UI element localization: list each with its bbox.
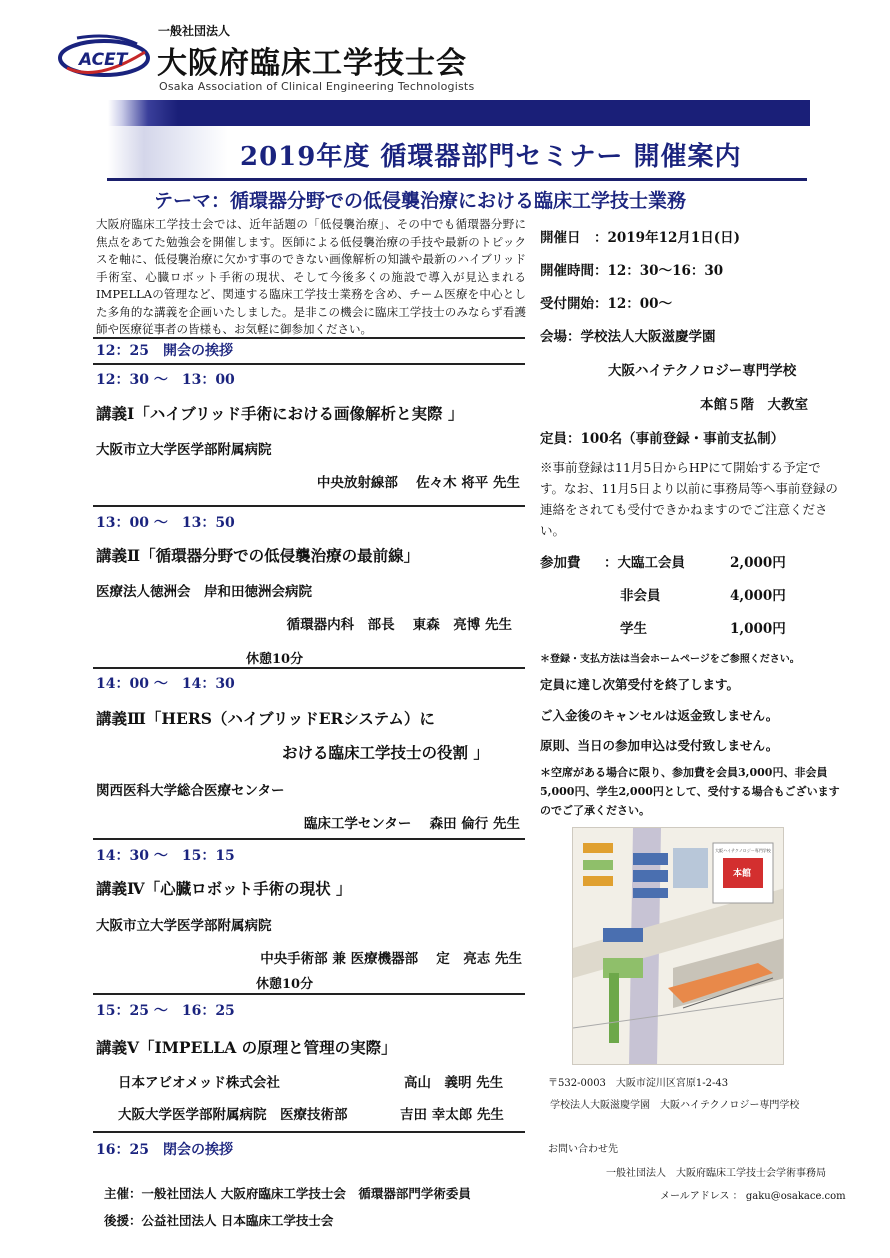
- session5-affiliation1: 日本アビオメッド株式会社: [118, 1075, 280, 1091]
- fee-student-label: 学生: [620, 621, 647, 637]
- contact-email: メールアドレス ： gaku@osakace.com: [660, 1191, 846, 1202]
- page-title: 2019年度 循環器部門セミナー 開催案内: [240, 142, 742, 172]
- registration-note: ※事前登録は11月5日からHPにて開始する予定です。なお、11月5日より以前に事務局等へ事前登録の連絡をされても受付できかねますのでご注意ください。: [540, 460, 838, 538]
- session2-speaker: 循環器内科 部長 東森 亮博 先生: [286, 617, 512, 633]
- fee-nonmember: 4,000円: [730, 588, 786, 604]
- fee-member: 2,000円: [730, 555, 786, 571]
- divider: [93, 1131, 525, 1133]
- postal-address: 〒532-0003 大阪市淀川区宮原1-2-43: [548, 1078, 729, 1089]
- session5-affiliation2: 大阪大学医学部附属病院 医療技術部: [118, 1107, 348, 1123]
- break-2: 休憩10分: [256, 977, 314, 992]
- close-note: 定員に達し次第受付を終了します。: [540, 677, 740, 692]
- session5-speaker1: 高山 義明 先生: [404, 1075, 504, 1091]
- fee-member-label: ：大臨工会員: [604, 555, 685, 571]
- divider: [93, 337, 525, 339]
- cancel-note: ご入金後のキャンセルは返金致しません。: [540, 708, 779, 723]
- fee-student: 1,000円: [730, 621, 786, 637]
- session4-time: 14：30 ～ 15：15: [96, 848, 235, 864]
- contact-heading: お問い合わせ先: [548, 1144, 618, 1155]
- capacity: 定員：100名（事前登録・事前支払制）: [540, 431, 785, 447]
- fee-label: 参加費: [540, 555, 581, 571]
- session3-speaker: 臨床工学センター 森田 倫行 先生: [303, 816, 520, 832]
- contact-office: 一般社団法人 大阪府臨床工学技士会学術事務局: [606, 1168, 826, 1179]
- title-divider: [107, 178, 807, 181]
- divider: [93, 667, 525, 669]
- break-1: 休憩10分: [246, 652, 304, 667]
- session4-speaker: 中央手術部 兼 医療機器部 定 亮志 先生: [260, 951, 522, 967]
- opening-time: 12：25 開会の挨拶: [96, 343, 233, 359]
- session1-time: 12：30 ～ 13：00: [96, 372, 235, 388]
- vacancy-note: ＊空席がある場合に限り、参加費を会員3,000円、非会員5,000円、学生2,000円として、受付する場合もございますのでご了承ください。: [540, 766, 840, 817]
- theme-heading: テーマ：循環器分野での低侵襲治療における臨床工学技士業務: [154, 190, 687, 212]
- event-time: 開催時間：12：30～16：30: [540, 263, 724, 279]
- venue: 会場：学校法人大阪滋慶学園: [540, 329, 716, 345]
- session5-title: 講義Ⅴ「IMPELLA の原理と管理の実際」: [96, 1038, 397, 1057]
- closing-time: 16：25 閉会の挨拶: [96, 1142, 233, 1158]
- venue-map: [572, 827, 784, 1065]
- session1-speaker: 中央放射線部 佐々木 将平 先生: [316, 475, 520, 491]
- sponsor: 主催：一般社団法人 大阪府臨床工学技士会 循環器部門学術委員: [104, 1186, 471, 1201]
- session2-affiliation: 医療法人徳洲会 岸和田徳洲会病院: [96, 584, 312, 600]
- same-day-note: 原則、当日の参加申込は受付致しません。: [540, 738, 779, 753]
- session2-time: 13：00 ～ 13：50: [96, 515, 235, 531]
- fee-note: ＊登録・支払方法は当会ホームページをご参照ください。: [540, 654, 800, 665]
- logo-text: ACET: [79, 50, 128, 70]
- intro-paragraph: 大阪府臨床工学技士会では、近年話題の「低侵襲治療」、その中でも循環器分野に焦点をあてた勉強会を開催します。医師による低侵襲治療の手技や最新のトピックスを軸に、低侵襲治療に欠かす事のできない画像解析の知識や最新のハイブリッド手術室、心臓ロボット手術の現状、そして今後多くの施設で導入が見込まれるIMPELLAの管理など、関連する臨床工学技士業務を含め、チーム医療を中心とした多角的な講義を企画いたしました。是非この機会に臨床工学技士のみならず看護師や医療従事者の皆様も、お気軽に御参加ください。: [96, 217, 526, 336]
- session2-title: 講義Ⅱ「循環器分野での低侵襲治療の最前線」: [96, 546, 420, 565]
- org-english: Osaka Association of Clinical Engineering Technologists: [159, 80, 475, 93]
- venue-school: 大阪ハイテクノロジー専門学校: [608, 363, 797, 379]
- divider: [93, 993, 525, 995]
- venue-room: 本館５階 大教室: [700, 397, 808, 413]
- session3-title-line2: おける臨床工学技士の役割 」: [282, 743, 489, 762]
- session3-title-line1: 講義Ⅲ「HERS（ハイブリッドERシステム）に: [96, 709, 435, 728]
- session4-title: 講義Ⅳ「心臓ロボット手術の現状 」: [96, 879, 352, 898]
- header-fade: [108, 126, 228, 181]
- acet-logo: [57, 32, 153, 82]
- reception-time: 受付開始：12：00～: [540, 296, 673, 312]
- session5-time: 15：25 ～ 16：25: [96, 1003, 235, 1019]
- session4-affiliation: 大阪市立大学医学部附属病院: [96, 918, 272, 934]
- map-label-school: 大阪ハイテクノロジー専門学校: [715, 848, 771, 853]
- divider: [93, 363, 525, 365]
- school-address: 学校法人大阪滋慶学園 大阪ハイテクノロジー専門学校: [550, 1100, 800, 1111]
- session1-title: 講義Ⅰ「ハイブリッド手術における画像解析と実際 」: [96, 404, 464, 423]
- map-label-honkan: 本館: [733, 869, 752, 879]
- fee-nonmember-label: 非会員: [620, 588, 661, 604]
- divider: [93, 838, 525, 840]
- header-band: [108, 100, 810, 126]
- event-date: 開催日 ：2019年12月1日(日): [540, 230, 741, 246]
- session5-speaker2: 吉田 幸太郎 先生: [400, 1107, 504, 1123]
- org-name: 大阪府臨床工学技士会: [157, 46, 467, 81]
- org-type: 一般社団法人: [158, 24, 231, 38]
- session3-time: 14：00 ～ 14：30: [96, 676, 235, 692]
- session3-affiliation: 関西医科大学総合医療センター: [96, 783, 285, 799]
- divider: [93, 505, 525, 507]
- map-graphic: [573, 828, 784, 1065]
- session1-affiliation: 大阪市立大学医学部附属病院: [96, 442, 272, 458]
- support: 後援：公益社団法人 日本臨床工学技士会: [104, 1213, 334, 1228]
